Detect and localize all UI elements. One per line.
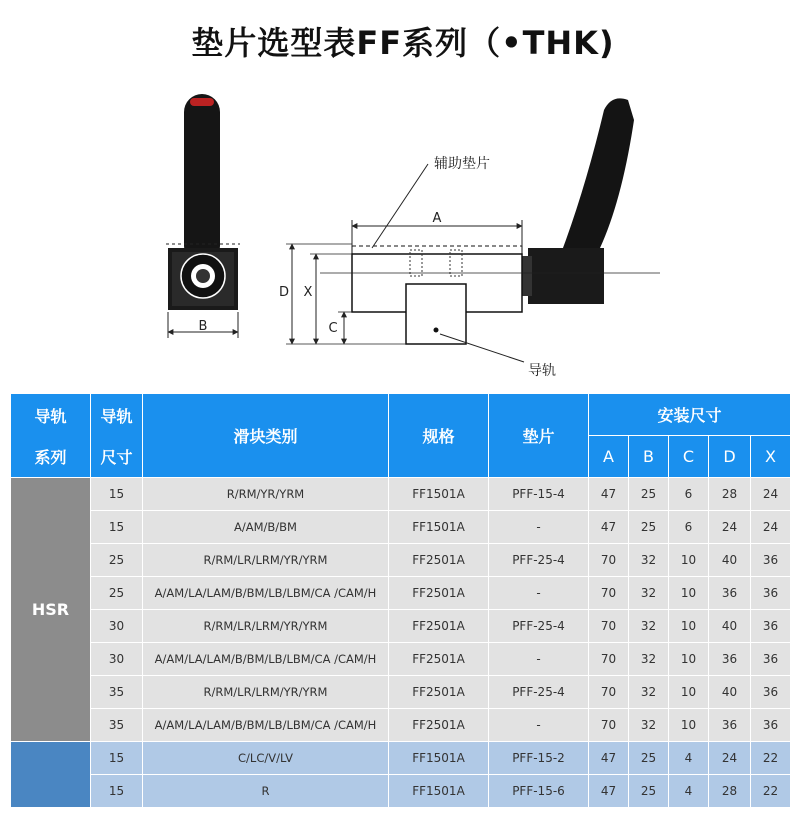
aux-shim-label: 辅助垫片 xyxy=(434,156,490,172)
cell-x: 22 xyxy=(751,775,791,808)
cell-block: R/RM/LR/LRM/YR/YRM xyxy=(143,544,389,577)
dim-d-label: D xyxy=(278,285,290,300)
cell-shim: PFF-25-4 xyxy=(489,676,589,709)
cell-a: 70 xyxy=(589,676,629,709)
cell-c: 4 xyxy=(669,742,709,775)
spec-table xyxy=(10,393,791,808)
cell-size: 35 xyxy=(91,676,143,709)
cell-spec: FF2501A xyxy=(389,709,489,742)
cell-x: 24 xyxy=(751,478,791,511)
header-block-type: 滑块类别 xyxy=(143,394,389,478)
cell-c: 6 xyxy=(669,511,709,544)
cell-a: 70 xyxy=(589,610,629,643)
cell-c: 10 xyxy=(669,643,709,676)
cell-size: 25 xyxy=(91,544,143,577)
cell-a: 47 xyxy=(589,511,629,544)
cell-block: R xyxy=(143,775,389,808)
table-row xyxy=(11,643,791,676)
cell-size: 25 xyxy=(91,577,143,610)
cell-size: 15 xyxy=(91,775,143,808)
cell-x: 36 xyxy=(751,643,791,676)
cell-d: 40 xyxy=(709,676,751,709)
cell-d: 24 xyxy=(709,742,751,775)
cell-a: 70 xyxy=(589,544,629,577)
header-rail-size-line1: 导轨 xyxy=(100,406,133,426)
cell-shim: PFF-15-2 xyxy=(489,742,589,775)
cell-spec: FF2501A xyxy=(389,610,489,643)
header-dim-b: B xyxy=(629,436,669,478)
cell-d: 40 xyxy=(709,610,751,643)
clamp-front-view xyxy=(279,98,660,379)
header-rail-size-line2: 尺寸 xyxy=(100,447,133,467)
cell-size: 30 xyxy=(91,610,143,643)
cell-b: 25 xyxy=(629,775,669,808)
cell-b: 25 xyxy=(629,742,669,775)
cell-b: 32 xyxy=(629,577,669,610)
cell-shim: - xyxy=(489,577,589,610)
header-rail-series-line1: 导轨 xyxy=(34,406,67,426)
cell-c: 4 xyxy=(669,775,709,808)
cell-size: 35 xyxy=(91,709,143,742)
cell-spec: FF2501A xyxy=(389,544,489,577)
cell-block: R/RM/LR/LRM/YR/YRM xyxy=(143,676,389,709)
cell-size: 15 xyxy=(91,511,143,544)
cell-spec: FF1501A xyxy=(389,775,489,808)
table-row xyxy=(11,775,791,808)
cell-d: 36 xyxy=(709,577,751,610)
cell-c: 10 xyxy=(669,709,709,742)
cell-a: 47 xyxy=(589,478,629,511)
header-rail-size xyxy=(91,394,143,478)
spec-table-body xyxy=(11,478,791,808)
cell-a: 47 xyxy=(589,775,629,808)
cell-b: 32 xyxy=(629,676,669,709)
header-rail-series xyxy=(11,394,91,478)
table-row xyxy=(11,544,791,577)
cell-a: 70 xyxy=(589,643,629,676)
cell-size: 15 xyxy=(91,742,143,775)
cell-spec: FF1501A xyxy=(389,511,489,544)
cell-d: 28 xyxy=(709,775,751,808)
cell-shim: PFF-25-4 xyxy=(489,544,589,577)
header-spec: 规格 xyxy=(389,394,489,478)
table-row xyxy=(11,577,791,610)
table-row xyxy=(11,610,791,643)
rail-label: 导轨 xyxy=(528,363,556,379)
cell-block: R/RM/YR/YRM xyxy=(143,478,389,511)
table-row xyxy=(11,709,791,742)
cell-b: 32 xyxy=(629,610,669,643)
cell-c: 10 xyxy=(669,544,709,577)
dim-c-label: C xyxy=(328,321,338,336)
cell-shim: - xyxy=(489,643,589,676)
cell-spec: FF1501A xyxy=(389,478,489,511)
cell-c: 10 xyxy=(669,610,709,643)
cell-d: 36 xyxy=(709,709,751,742)
clamp-diagram xyxy=(0,80,806,385)
cell-a: 70 xyxy=(589,577,629,610)
cell-x: 24 xyxy=(751,511,791,544)
cell-c: 6 xyxy=(669,478,709,511)
cell-x: 36 xyxy=(751,544,791,577)
cell-d: 40 xyxy=(709,544,751,577)
header-dim-c: C xyxy=(669,436,709,478)
cell-b: 32 xyxy=(629,709,669,742)
table-row xyxy=(11,676,791,709)
cell-block: A/AM/LA/LAM/B/BM/LB/LBM/CA /CAM/H xyxy=(143,643,389,676)
cell-block: A/AM/LA/LAM/B/BM/LB/LBM/CA /CAM/H xyxy=(143,709,389,742)
header-rail-series-line2: 系列 xyxy=(34,447,67,467)
cell-spec: FF1501A xyxy=(389,742,489,775)
cell-shim: - xyxy=(489,709,589,742)
cell-size: 15 xyxy=(91,478,143,511)
dim-b-label: B xyxy=(198,319,208,334)
clamp-side-view xyxy=(166,94,240,338)
cell-size: 30 xyxy=(91,643,143,676)
cell-a: 47 xyxy=(589,742,629,775)
dim-x-label: X xyxy=(303,285,313,300)
cell-shim: PFF-15-4 xyxy=(489,478,589,511)
table-row xyxy=(11,511,791,544)
header-dim-x: X xyxy=(751,436,791,478)
header-shim: 垫片 xyxy=(489,394,589,478)
cell-c: 10 xyxy=(669,676,709,709)
cell-b: 32 xyxy=(629,544,669,577)
rail-series-cell: HSR xyxy=(11,478,91,742)
cell-shim: - xyxy=(489,511,589,544)
rail-series-cell xyxy=(11,742,91,808)
cell-x: 22 xyxy=(751,742,791,775)
cell-block: R/RM/LR/LRM/YR/YRM xyxy=(143,610,389,643)
cell-block: A/AM/LA/LAM/B/BM/LB/LBM/CA /CAM/H xyxy=(143,577,389,610)
cell-spec: FF2501A xyxy=(389,676,489,709)
cell-shim: PFF-15-6 xyxy=(489,775,589,808)
cell-x: 36 xyxy=(751,610,791,643)
page-title: 垫片选型表FF系列（•THK) xyxy=(191,24,615,62)
cell-x: 36 xyxy=(751,676,791,709)
cell-b: 25 xyxy=(629,478,669,511)
dim-a-label: A xyxy=(432,211,442,226)
cell-block: A/AM/B/BM xyxy=(143,511,389,544)
cell-d: 28 xyxy=(709,478,751,511)
table-row xyxy=(11,478,791,511)
cell-b: 25 xyxy=(629,511,669,544)
header-install-dims: 安装尺寸 xyxy=(589,394,791,436)
cell-a: 70 xyxy=(589,709,629,742)
header-dim-a: A xyxy=(589,436,629,478)
cell-c: 10 xyxy=(669,577,709,610)
header-dim-d: D xyxy=(709,436,751,478)
cell-x: 36 xyxy=(751,709,791,742)
cell-shim: PFF-25-4 xyxy=(489,610,589,643)
cell-x: 36 xyxy=(751,577,791,610)
cell-d: 24 xyxy=(709,511,751,544)
cell-spec: FF2501A xyxy=(389,577,489,610)
cell-d: 36 xyxy=(709,643,751,676)
cell-b: 32 xyxy=(629,643,669,676)
cell-block: C/LC/V/LV xyxy=(143,742,389,775)
table-row xyxy=(11,742,791,775)
cell-spec: FF2501A xyxy=(389,643,489,676)
